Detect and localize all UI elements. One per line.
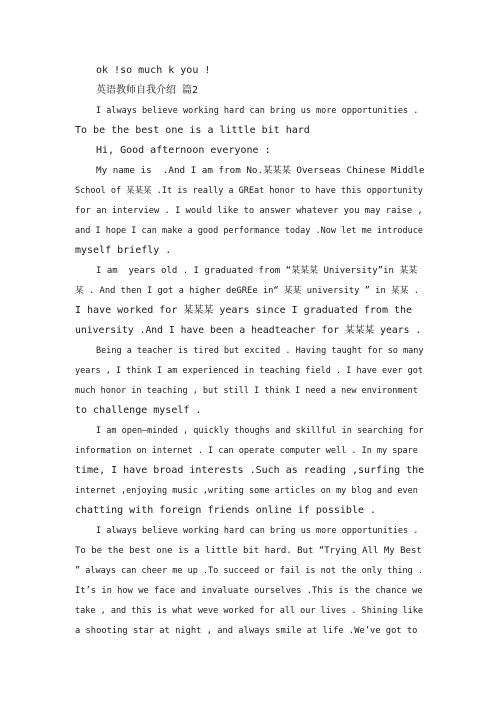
text-line: chatting with foreign friends online if possible . [75,505,377,516]
text-line: School of 某某某 .It is really a GREat honor to have this opportunity [75,186,423,196]
text-line: I am years old . I graduated from “某某某 University”in 某某 [96,266,418,276]
text-line: to challenge myself . [75,405,202,416]
text-line: and I hope I can make a good performance today .Now let me introduce [75,226,423,236]
text-line: Being a teacher is tired but excited . Having taught for so many [96,346,424,356]
text-line: for an interview . I would like to answer whatever you may raise , [75,206,423,216]
text-line: I always believe working hard can bring us more opportunities . [96,106,419,116]
text-line: a shooting star at night , and always smile at life .We’ve got to [75,626,418,636]
text-line: time, I have broad interests .Such as reading ,surfing the [75,465,425,476]
text-line: much honor in teaching , but still I think I need a new environment [75,386,418,396]
text-line: To be the best one is a little bit hard. But “Trying All My Best [75,546,422,556]
text-line: internet ,enjoying music ,writing some articles on my blog and even [75,486,418,496]
text-line: It’s in how we face and invaluate ourselves .This is the chance we [75,586,423,596]
text-line: To be the best one is a little bit hard [75,125,310,136]
text-line: myself briefly . [75,245,172,256]
text-line: Hi, Good afternoon everyone : [96,145,271,156]
text-line: I always believe working hard can bring us more opportunities . [96,526,419,536]
text-line: I am open—minded , quickly thoughs and skillful in searching for [96,426,424,436]
text-line: 某 . And then I got a higher deGREe in“ 某某 university ” in 某某 . [75,286,420,296]
text-line: I have worked for 某某某 years since I graduated from the [75,305,413,316]
text-line: ” always can cheer me up .To succeed or fail is not the only thing . [75,566,423,576]
text-line: ok !so much k you ! [96,65,211,76]
text-line: My name is .And I am from No.某某某 Overseas Chinese Middle [96,165,425,176]
section-heading: 英语教师自我介绍 篇2 [96,85,199,96]
text-line: years , I think I am experienced in teaching field . I have ever got [75,366,423,376]
text-line: information on internet . I can operate computer well . In my spare [75,446,418,456]
text-line: university .And I have been a headteacher for 某某某 years . [75,325,422,336]
text-line: take , and this is what weve worked for all our lives . Shining like [75,606,423,616]
